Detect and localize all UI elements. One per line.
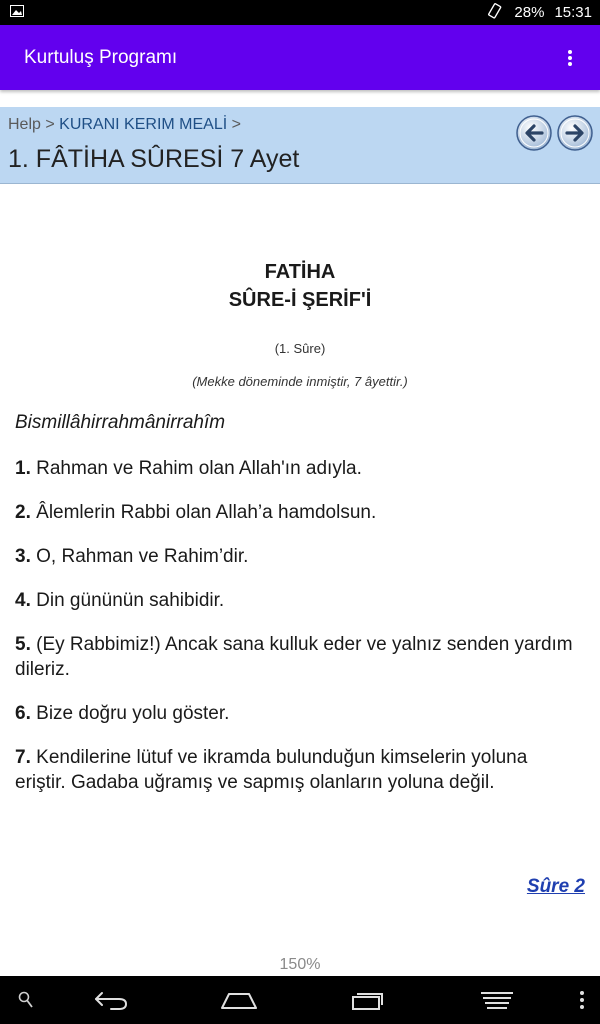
clock: 15:31 bbox=[554, 4, 592, 21]
content-view[interactable] bbox=[0, 184, 600, 976]
overflow-nav-button[interactable] bbox=[570, 976, 594, 1024]
verse-number: 2. bbox=[15, 502, 31, 523]
verse-item bbox=[15, 632, 575, 682]
bismillah: Bismillâhirrahmânirrahîm bbox=[15, 412, 226, 433]
app-title: Kurtuluş Programı bbox=[24, 46, 178, 68]
battery-level: 28% bbox=[514, 4, 545, 21]
recent-apps-button[interactable] bbox=[344, 976, 394, 1024]
verse-item bbox=[15, 745, 575, 795]
verse-text: Âlemlerin Rabbi olan Allah’a hamdolsun. bbox=[36, 502, 377, 523]
system-nav-bar bbox=[0, 976, 600, 1024]
verse-text: (Ey Rabbimiz!) Ancak sana kulluk eder ve yalnız senden yardım dileriz. bbox=[15, 634, 573, 680]
verse-number: 1. bbox=[15, 458, 31, 479]
sura-title-line2: SÛRE-İ ŞERİF'İ bbox=[228, 289, 372, 311]
search-icon bbox=[18, 991, 34, 1009]
breadcrumb-help[interactable]: Help bbox=[8, 116, 41, 133]
next-page-button[interactable] bbox=[557, 115, 593, 151]
app-bar bbox=[0, 25, 600, 90]
verse-number: 3. bbox=[15, 546, 31, 567]
sura-title-line1: FATİHA bbox=[264, 261, 336, 283]
page-header bbox=[0, 107, 600, 184]
arrow-left-icon bbox=[516, 115, 552, 151]
status-bar bbox=[0, 0, 600, 25]
sura-title bbox=[0, 258, 600, 314]
sura-number: (1. Sûre) bbox=[274, 341, 326, 356]
verse-text: Din gününün sahibidir. bbox=[36, 590, 225, 611]
verse-item bbox=[15, 544, 575, 569]
verse-number: 6. bbox=[15, 703, 31, 724]
verse-item bbox=[15, 500, 575, 525]
verse-list bbox=[15, 456, 575, 814]
verse-item bbox=[15, 701, 575, 726]
menu-icon bbox=[479, 990, 515, 1010]
rotation-icon bbox=[486, 3, 502, 23]
breadcrumb bbox=[8, 116, 241, 134]
verse-text: Kendilerine lütuf ve ikramda bulunduğun kimselerin yoluna eriştir. Gadaba uğramış ve sapmış olanların yoluna değil. bbox=[15, 747, 528, 793]
search-button[interactable] bbox=[8, 976, 44, 1024]
more-vert-icon bbox=[579, 990, 585, 1010]
menu-button[interactable] bbox=[472, 976, 522, 1024]
page-title: 1. FÂTİHA SÛRESİ 7 Ayet bbox=[8, 145, 300, 173]
previous-page-button[interactable] bbox=[516, 115, 552, 151]
verse-text: Bize doğru yolu göster. bbox=[36, 703, 230, 724]
verse-number: 7. bbox=[15, 747, 31, 768]
recent-apps-icon bbox=[351, 989, 387, 1011]
overflow-menu-button[interactable] bbox=[550, 38, 590, 78]
verse-number: 4. bbox=[15, 590, 31, 611]
next-sura-link[interactable]: Sûre 2 bbox=[526, 876, 585, 897]
breadcrumb-section-link[interactable]: KURANI KERIM MEALİ bbox=[59, 116, 228, 133]
verse-item bbox=[15, 588, 575, 613]
verse-text: Rahman ve Rahim olan Allah'ın adıyla. bbox=[36, 458, 362, 479]
zoom-level: 150% bbox=[279, 956, 321, 973]
breadcrumb-separator: > bbox=[45, 116, 55, 133]
arrow-right-icon bbox=[557, 115, 593, 151]
verse-number: 5. bbox=[15, 634, 31, 655]
home-icon bbox=[220, 990, 258, 1010]
home-button[interactable] bbox=[214, 976, 264, 1024]
breadcrumb-separator: > bbox=[231, 116, 241, 133]
sura-info: (Mekke döneminde inmiştir, 7 âyettir.) bbox=[192, 374, 408, 389]
back-button[interactable] bbox=[86, 976, 136, 1024]
back-icon bbox=[93, 989, 129, 1011]
more-vert-icon bbox=[567, 49, 573, 67]
verse-item bbox=[15, 456, 575, 481]
gallery-notification-icon bbox=[10, 4, 24, 21]
verse-text: O, Rahman ve Rahim’dir. bbox=[36, 546, 249, 567]
